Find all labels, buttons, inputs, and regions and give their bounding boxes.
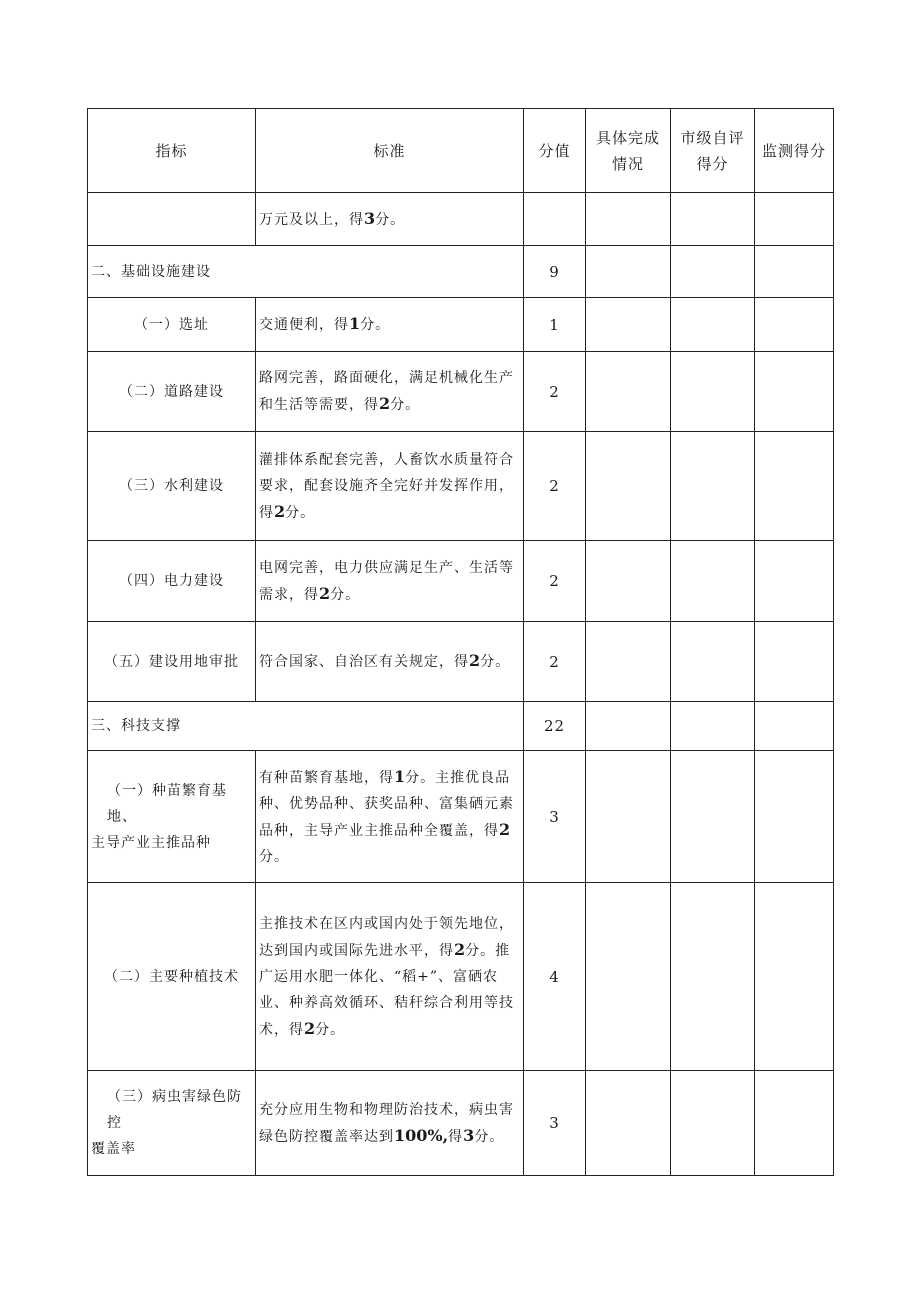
standard-cell: 交通便利，得1分。 [256,298,524,352]
monitor-cell [755,1071,834,1176]
score-cell: 2 [524,432,586,541]
indicator-cell: （四）电力建设 [88,541,256,622]
section-score: 9 [524,246,586,298]
city-self-cell [671,298,755,352]
completion-cell [586,246,671,298]
completion-cell [586,193,671,246]
section-row [88,702,834,751]
standard-cell: 路网完善，路面硬化，满足机械化生产和生活等需要，得2分。 [256,352,524,432]
indicator-line: （三）病虫害绿色防控 [107,1089,242,1131]
standard-cell: 灌排体系配套完善，人畜饮水质量符合要求，配套设施齐全完好并发挥作用，得2分。 [256,432,524,541]
table-row [88,541,834,622]
section-title: 三、科技支撑 [88,702,524,751]
standard-cell: 有种苗繁育基地，得1分。主推优良品种、优势品种、获奖品种、富集硒元素品种，主导产业主推品种全覆盖，得2分。 [256,751,524,883]
indicator-cell: （二）道路建设 [88,352,256,432]
standard-cell: 电网完善，电力供应满足生产、生活等需求，得2分。 [256,541,524,622]
score-cell: 4 [524,883,586,1071]
city-self-cell [671,193,755,246]
score-cell [524,193,586,246]
table-row [88,193,834,246]
indicator-line: 覆盖率 [91,1141,136,1157]
section-title: 二、基础设施建设 [88,246,524,298]
header-completion: 具体完成情况 [586,109,671,193]
table-row [88,352,834,432]
score-cell: 2 [524,622,586,702]
standard-cell: 充分应用生物和物理防治技术，病虫害绿色防控覆盖率达到100%,得3分。 [256,1071,524,1176]
monitor-cell [755,751,834,883]
completion-cell [586,1071,671,1176]
city-self-cell [671,246,755,298]
completion-cell [586,541,671,622]
indicator-cell [88,1071,256,1176]
indicator-cell [88,751,256,883]
header-score: 分值 [524,109,586,193]
city-self-cell [671,883,755,1071]
table-row [88,1071,834,1176]
section-score: 22 [524,702,586,751]
monitor-cell [755,432,834,541]
score-cell: 3 [524,751,586,883]
monitor-cell [755,622,834,702]
completion-cell [586,298,671,352]
city-self-cell [671,541,755,622]
header-indicator: 指标 [88,109,256,193]
table-row [88,883,834,1071]
evaluation-table [87,108,834,1176]
header-standard: 标准 [256,109,524,193]
indicator-cell: （一）选址 [88,298,256,352]
section-row [88,246,834,298]
standard-cell: 主推技术在区内或国内处于领先地位，达到国内或国际先进水平，得2分。推广运用水肥一体化、“稻+”、富硒农业、种养高效循环、秸秆综合利用等技术，得2分。 [256,883,524,1071]
indicator-line: （一）种苗繁育基地、 [107,782,227,825]
score-cell: 1 [524,298,586,352]
score-cell: 2 [524,352,586,432]
completion-cell [586,702,671,751]
monitor-cell [755,352,834,432]
indicator-cell: （二）主要种植技术 [88,883,256,1071]
monitor-cell [755,883,834,1071]
score-cell: 2 [524,541,586,622]
completion-cell [586,352,671,432]
header-row [88,109,834,193]
standard-cell: 符合国家、自治区有关规定，得2分。 [256,622,524,702]
monitor-cell [755,702,834,751]
city-self-cell [671,751,755,883]
table-row [88,751,834,883]
header-monitor: 监测得分 [755,109,834,193]
monitor-cell [755,541,834,622]
completion-cell [586,622,671,702]
header-city-self: 市级自评得分 [671,109,755,193]
score-cell: 3 [524,1071,586,1176]
standard-cell: 万元及以上，得3分。 [256,193,524,246]
city-self-cell [671,622,755,702]
city-self-cell [671,352,755,432]
city-self-cell [671,432,755,541]
indicator-cell: （三）水利建设 [88,432,256,541]
indicator-line: 主导产业主推品种 [91,834,211,851]
completion-cell [586,751,671,883]
monitor-cell [755,246,834,298]
completion-cell [586,432,671,541]
completion-cell [586,883,671,1071]
table-row [88,622,834,702]
monitor-cell [755,193,834,246]
indicator-cell: （五）建设用地审批 [88,622,256,702]
table-row [88,432,834,541]
table-row [88,298,834,352]
monitor-cell [755,298,834,352]
city-self-cell [671,1071,755,1176]
city-self-cell [671,702,755,751]
indicator-cell [88,193,256,246]
